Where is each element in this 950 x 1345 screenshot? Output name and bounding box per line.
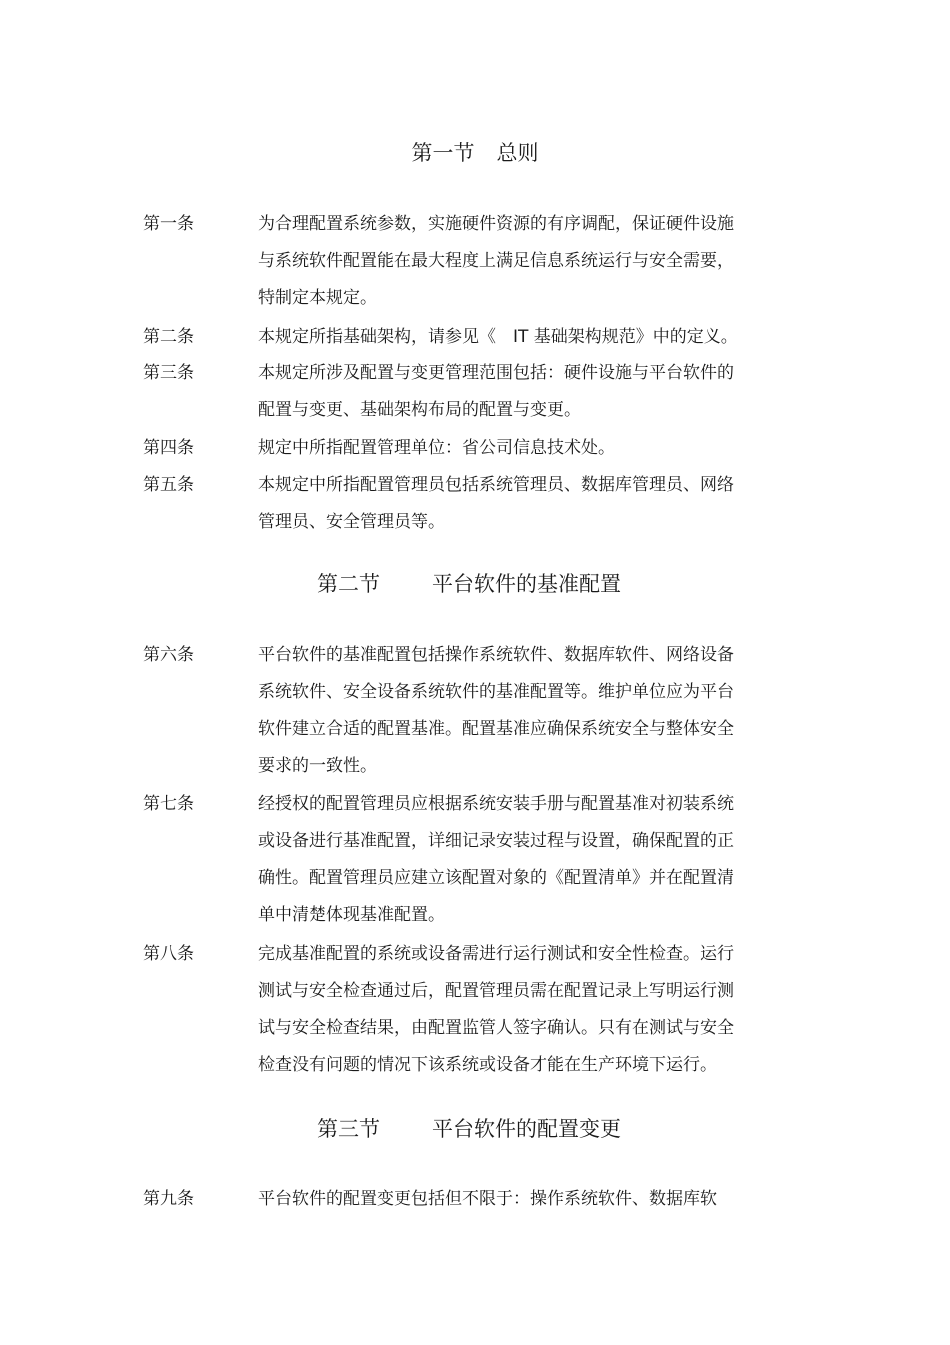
article-line: 本规定所涉及配置与变更管理范围包括：硬件设施与平台软件的 (258, 363, 734, 383)
article-line: 检查没有问题的情况下该系统或设备才能在生产环境下运行。 (258, 1055, 717, 1075)
article-text (258, 1181, 768, 1218)
article-line: 或设备进行基准配置，详细记录安装过程与设置，确保配置的正 (258, 831, 734, 851)
article-label: 第七条 (143, 794, 194, 814)
article-text (258, 430, 768, 467)
article-line: 平台软件的基准配置包括操作系统软件、数据库软件、网络设备 (258, 645, 734, 665)
section-heading-1 (0, 139, 950, 167)
article-line: 试与安全检查结果，由配置监管人签字确认。只有在测试与安全 (258, 1018, 734, 1038)
article-label: 第二条 (143, 327, 194, 347)
article-line: 为合理配置系统参数，实施硬件资源的有序调配，保证硬件设施 (258, 214, 734, 234)
article-line: 管理员、安全管理员等。 (258, 512, 445, 532)
article-line: 特制定本规定。 (258, 288, 377, 308)
article-line: 测试与安全检查通过后，配置管理员需在配置记录上写明运行测 (258, 981, 734, 1001)
article-text (258, 936, 768, 1084)
article-text (258, 786, 768, 934)
article-line: 与系统软件配置能在最大程度上满足信息系统运行与安全需要， (258, 251, 734, 271)
article-line: 要求的一致性。 (258, 756, 377, 776)
article-text (258, 637, 768, 785)
article-line: 完成基准配置的系统或设备需进行运行测试和安全性检查。运行 (258, 944, 734, 964)
article-line: 规定中所指配置管理单位：省公司信息技术处。 (258, 438, 615, 458)
article-text (258, 319, 768, 356)
article-label: 第一条 (143, 214, 194, 234)
article-line: 单中清楚体现基准配置。 (258, 905, 445, 925)
article-line: 系统软件、安全设备系统软件的基准配置等。维护单位应为平台 (258, 682, 734, 702)
article-label: 第五条 (143, 475, 194, 495)
article-line: 本规定中所指配置管理员包括系统管理员、数据库管理员、网络 (258, 475, 734, 495)
article-label: 第四条 (143, 438, 194, 458)
article-line: 确性。配置管理员应建立该配置对象的《配置清单》并在配置清 (258, 868, 734, 888)
section-number: 第一节 (411, 141, 475, 165)
article-label: 第九条 (143, 1189, 194, 1209)
section-title: 总则 (496, 141, 539, 165)
article-text (258, 355, 768, 429)
section-number: 第二节 (317, 572, 380, 596)
article-line: 平台软件的配置变更包括但不限于：操作系统软件、数据库软 (258, 1189, 717, 1209)
article-line: 经授权的配置管理员应根据系统安装手册与配置基准对初装系统 (258, 794, 734, 814)
article-label: 第三条 (143, 363, 194, 383)
article-line: 软件建立合适的配置基准。配置基准应确保系统安全与整体安全 (258, 719, 734, 739)
article-text (258, 206, 768, 317)
section-number: 第三节 (317, 1117, 380, 1141)
section-title: 平台软件的配置变更 (432, 1117, 621, 1141)
article-label: 第八条 (143, 944, 194, 964)
article-text (258, 467, 768, 541)
section-title: 平台软件的基准配置 (432, 572, 621, 596)
article-line: 配置与变更、基础架构布局的配置与变更。 (258, 400, 581, 420)
article-line: 本规定所指基础架构，请参见《 IT 基础架构规范》中的定义。 (258, 327, 738, 347)
article-label: 第六条 (143, 645, 194, 665)
